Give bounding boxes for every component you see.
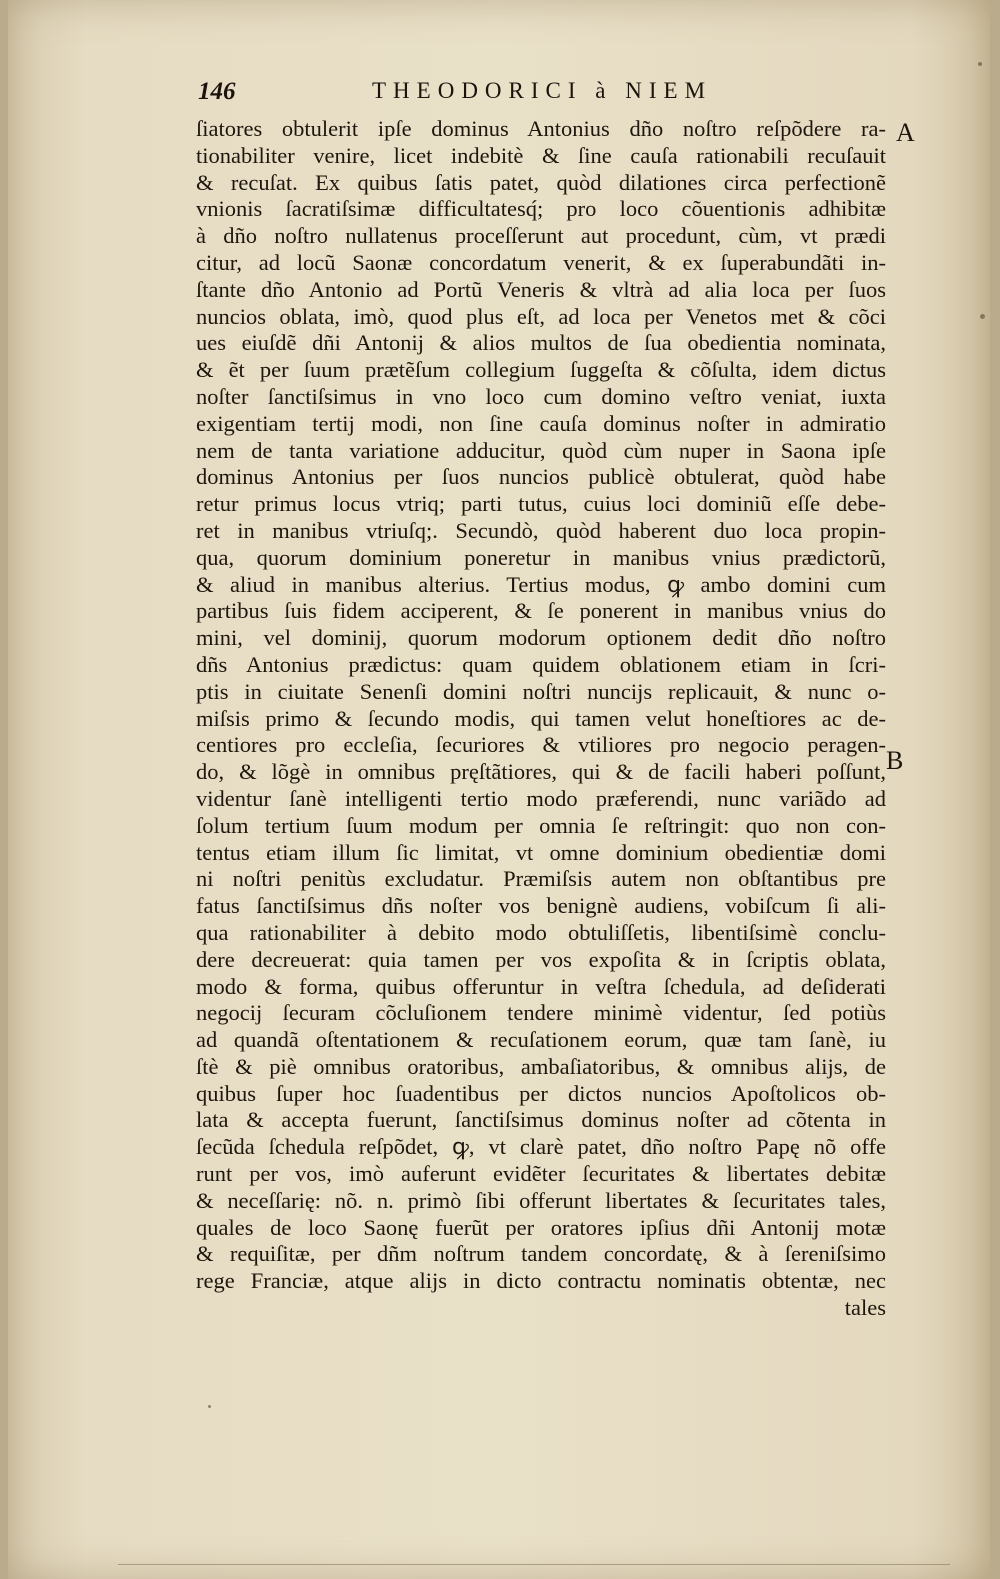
text-line: nuncios oblata, imò, quod plus eſt, ad loca per Venetos met & cõci bbox=[196, 303, 886, 329]
text-line: noſter ſanctiſsimus in vno loco cum domino veſtro veniat, iuxta bbox=[196, 383, 886, 409]
text-line: tentus etiam illum ſic limitat, vt omne dominium obedientiæ domi bbox=[196, 839, 886, 865]
text-line: dominus Antonius per ſuos nuncios publicè obtulerat, quòd habe bbox=[196, 464, 886, 490]
text-line: ret in manibus vtriuſq;. Secundò, quòd haberent duo loca propin- bbox=[196, 517, 886, 543]
text-line: à dño noſtro nullatenus proceſſerunt aut procedunt, cùm, vt prædi bbox=[196, 223, 886, 249]
text-line: partibus ſuis fidem acciperent, & ſe ponerent in manibus vnius do bbox=[196, 598, 886, 624]
text-line: ſolum tertium ſuum modum per omnia ſe reſtringit: quo non con- bbox=[196, 812, 886, 838]
page-header bbox=[198, 78, 758, 108]
text-line: citur, ad locũ Saonæ concordatum venerit, & ex ſuperabundãti in- bbox=[196, 249, 886, 275]
text-line: dere decreuerat: quia tamen per vos expoſita & in ſcriptis oblata, bbox=[196, 946, 886, 972]
text-line: tionabiliter venire, licet indebitè & ſine cauſa rationabili recuſauit bbox=[196, 142, 886, 168]
text-line: qua, quorum dominium poneretur in manibus vnius prædictorũ, bbox=[196, 544, 886, 570]
text-line: & ẽt per ſuum prætẽſum collegium ſuggeſta & cõſulta, idem dictus bbox=[196, 357, 886, 383]
text-line: runt per vos, imò auferunt evidẽter ſecuritates & libertates debitæ bbox=[196, 1161, 886, 1187]
text-line: ad quandã oſtentationem & recuſationem eorum, quæ tam ſanè, iu bbox=[196, 1027, 886, 1053]
text-line: ni noſtri penitùs excludatur. Præmiſsis autem non obſtantibus pre bbox=[196, 866, 886, 892]
text-line: dñs Antonius prædictus: quam quidem oblationem etiam in ſcri- bbox=[196, 651, 886, 677]
text-line: lata & accepta fuerunt, ſanctiſsimus dominus noſter ad cõtenta in bbox=[196, 1107, 886, 1133]
text-line: & neceſſarię: nõ. n. primò ſibi offerunt libertates & ſecuritates tales, bbox=[196, 1187, 886, 1213]
text-line: ſtè & piè omnibus oratoribus, ambaſiatoribus, & omnibus alijs, de bbox=[196, 1053, 886, 1079]
text-line: ptis in ciuitate Senenſi domini noſtri nuncijs replicauit, & nunc o- bbox=[196, 678, 886, 704]
text-line: miſsis primo & ſecundo modis, qui tamen velut honeſtiores ac de- bbox=[196, 705, 886, 731]
page-edge-line bbox=[118, 1564, 950, 1565]
text-line: ſiatores obtulerit ipſe dominus Antonius dño noſtro reſpõdere ra- bbox=[196, 116, 886, 141]
text-line: & requiſitæ, per dñm noſtrum tandem concordatę, & à ſereniſsimo bbox=[196, 1241, 886, 1267]
text-line: rege Franciæ, atque alijs in dicto contractu nominatis obtentæ, nec bbox=[196, 1268, 886, 1294]
body-text bbox=[196, 116, 886, 1322]
text-line: qua rationabiliter à debito modo obtuliſſetis, libentiſsimè conclu- bbox=[196, 919, 886, 945]
text-line: ſecũda ſchedula reſpõdet, ꝙ, vt clarè patet, dño noſtro Papę nõ offe bbox=[196, 1134, 886, 1160]
text-line: negocij ſecuram cõcluſionem tendere minimè videntur, ſed potiùs bbox=[196, 1000, 886, 1026]
running-title: THEODORICI à NIEM bbox=[372, 78, 713, 103]
ink-speck bbox=[208, 1405, 211, 1408]
text-line: & aliud in manibus alterius. Tertius modus, ꝙ ambo domini cum bbox=[196, 571, 886, 597]
catchword: tales bbox=[844, 1295, 886, 1321]
text-line: nem de tanta variatione adducitur, quòd cùm nuper in Saona ipſe bbox=[196, 437, 886, 463]
text-line: modo & forma, quibus offeruntur in veſtra ſchedula, ad deſiderati bbox=[196, 973, 886, 999]
text-line: centiores pro eccleſia, ſecuriores & vtiliores pro negocio peragen- bbox=[196, 732, 886, 758]
marginal-letter-a: A bbox=[896, 118, 915, 147]
ink-speck bbox=[978, 62, 982, 66]
text-line: mini, vel dominij, quorum modorum optionem dedit dño noſtro bbox=[196, 625, 886, 651]
text-line: fatus ſanctiſsimus dñs noſter vos benignè audiens, vobiſcum ſi ali- bbox=[196, 893, 886, 919]
text-line: ues eiuſdẽ dñi Antonij & alios multos de ſua obedientia nominata, bbox=[196, 330, 886, 356]
text-line: quales de loco Saonę fuerũt per oratores ipſius dñi Antonij motæ bbox=[196, 1214, 886, 1240]
text-line: vnionis ſacratiſsimæ difficultatesq́; pro loco cõuentionis adhibitæ bbox=[196, 196, 886, 222]
text-line: videntur ſanè intelligenti tertio modo præferendi, nunc variãdo ad bbox=[196, 785, 886, 811]
text-line: ſtante dño Antonio ad Portũ Veneris & vltrà ad alia loca per ſuos bbox=[196, 276, 886, 302]
marginal-letter-b: B bbox=[886, 746, 904, 775]
text-line: retur primus locus vtriq; parti tutus, cuius loci dominiũ eſſe debe- bbox=[196, 491, 886, 517]
page-number: 146 bbox=[198, 78, 236, 105]
ink-speck bbox=[980, 314, 985, 319]
text-line: exigentiam tertij modi, non ſine cauſa dominus noſter in admiratio bbox=[196, 410, 886, 436]
text-line: do, & lõgè in omnibus pręſtãtiores, qui & de facili haberi poſſunt, bbox=[196, 759, 886, 785]
book-page bbox=[8, 0, 990, 1579]
text-line: & recuſat. Ex quibus ſatis patet, quòd dilationes circa perfectionẽ bbox=[196, 169, 886, 195]
text-line: quibus ſuper hoc ſuadentibus per dictos nuncios Apoſtolicos ob- bbox=[196, 1080, 886, 1106]
